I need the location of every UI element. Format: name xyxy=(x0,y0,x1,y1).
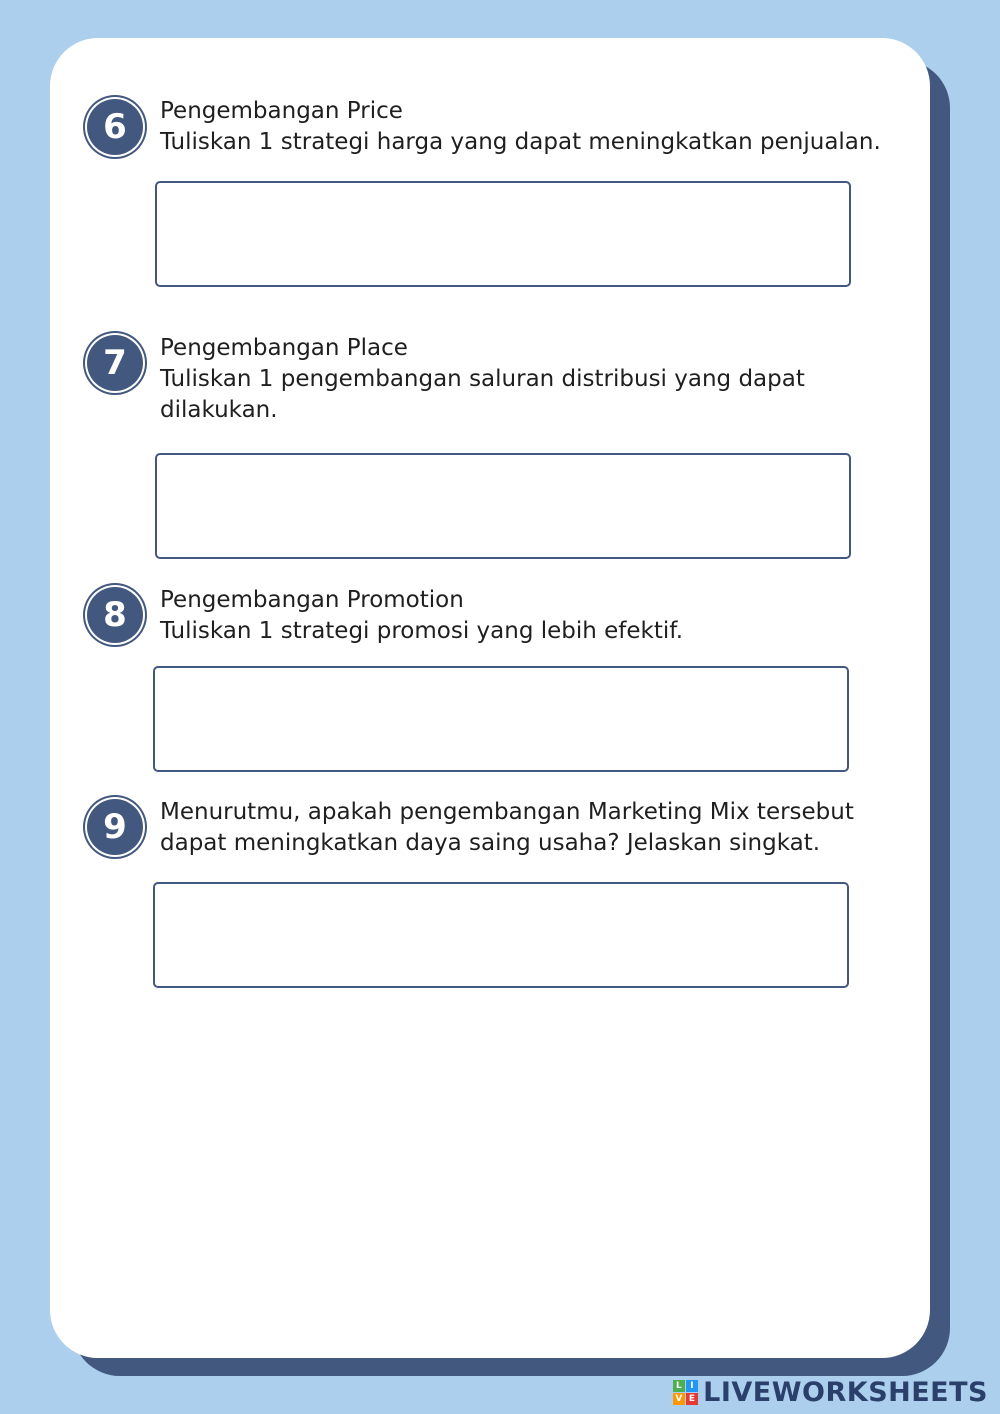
question-number-badge: 9 xyxy=(85,797,145,857)
question-number-badge: 7 xyxy=(85,333,145,393)
answer-box-9[interactable] xyxy=(153,882,849,988)
logo-letter: L xyxy=(673,1380,685,1392)
answer-box-8[interactable] xyxy=(153,666,849,772)
question-title: Pengembangan Price xyxy=(160,98,403,124)
question-number-badge: 6 xyxy=(85,97,145,157)
answer-box-7[interactable] xyxy=(155,453,851,559)
question-text xyxy=(160,333,885,426)
question-line: Tuliskan 1 strategi harga yang dapat meningkatkan penjualan. xyxy=(160,129,881,155)
worksheet-card xyxy=(50,38,930,1358)
question-text xyxy=(160,96,885,158)
logo-letter: I xyxy=(686,1380,698,1392)
liveworksheets-logo-icon xyxy=(673,1380,698,1405)
liveworksheets-logo xyxy=(673,1377,988,1408)
question-text xyxy=(160,797,885,859)
question-title: Pengembangan Place xyxy=(160,335,408,361)
logo-letter: E xyxy=(686,1393,698,1405)
question-line: Tuliskan 1 pengembangan saluran distribusi yang dapat xyxy=(160,366,805,392)
question-line: Tuliskan 1 strategi promosi yang lebih efektif. xyxy=(160,618,684,644)
question-line: dapat meningkatkan daya saing usaha? Jelaskan singkat. xyxy=(160,830,821,856)
question-line: dilakukan. xyxy=(160,397,278,423)
logo-letter: V xyxy=(673,1393,685,1405)
question-text xyxy=(160,585,885,647)
answer-box-6[interactable] xyxy=(155,181,851,287)
question-number-badge: 8 xyxy=(85,585,145,645)
question-line: Menurutmu, apakah pengembangan Marketing Mix tersebut xyxy=(160,799,854,825)
question-title: Pengembangan Promotion xyxy=(160,587,464,613)
brand-text: LIVEWORKSHEETS xyxy=(703,1377,988,1408)
